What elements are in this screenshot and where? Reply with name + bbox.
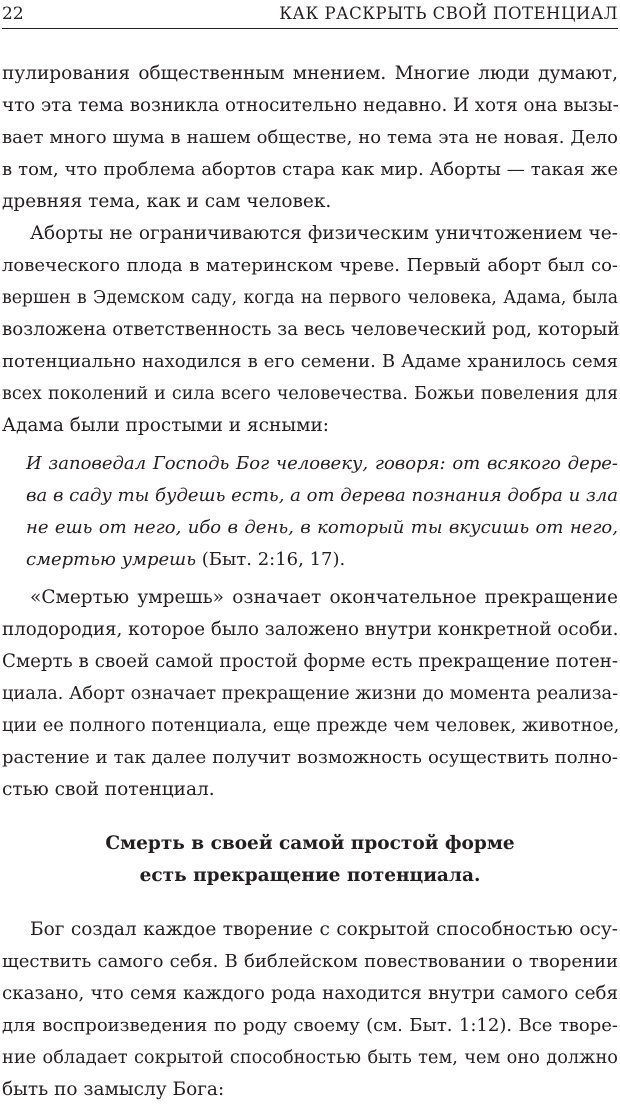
quote-line: ва в саду ты будешь есть, а от дерева познания добра и зла	[26, 485, 618, 506]
quote-line: не ешь от него, ибо в день, в который ты вкусишь от него,	[26, 517, 618, 538]
highlighted-statement	[2, 828, 618, 892]
text-line: ществить самого себя. В библейском повествовании о творении	[2, 951, 618, 972]
page-number: 22	[2, 4, 24, 24]
highlight-line: есть прекращение потенциала.	[139, 865, 481, 886]
quote-reference: (Быт. 2:16, 17).	[196, 549, 346, 570]
body-text	[2, 58, 618, 1106]
text-line: в том, что проблема абортов стара как мир. Аборты — такая же	[2, 159, 618, 180]
text-line: древняя тема, как и сам человек.	[2, 191, 332, 212]
text-line: что эта тема возникла относительно недавно. И хотя она вызы-	[2, 95, 619, 116]
scripture-quote	[2, 448, 618, 576]
text-line: Бог создал каждое творение с сокрытой способностью осу-	[30, 919, 618, 940]
text-line: ловеческого плода в материнском чреве. Первый аборт был со-	[2, 255, 618, 276]
paragraph-4	[2, 914, 618, 1106]
highlight-line: Смерть в своей самой простой форме	[105, 833, 515, 854]
text-line: Адама были простыми и ясными:	[2, 415, 330, 436]
text-line: вает много шума в нашем обществе, но тема эта не новая. Дело	[2, 127, 618, 148]
paragraph-3	[2, 582, 618, 806]
quote-italic-end: смертью умрешь	[26, 549, 197, 570]
page-header	[2, 4, 618, 29]
text-line: быть по замыслу Бога:	[2, 1079, 225, 1100]
text-line: для воспроизведения по роду своему (см. Быт. 1:12). Все творе-	[2, 1015, 618, 1036]
text-line: Смерть в своей самой простой форме есть прекращение потен-	[2, 651, 618, 672]
text-line: возложена ответственность за весь человеческий род, который	[2, 319, 620, 340]
text-line: растение и так далее получит возможность осуществить полно-	[2, 747, 618, 768]
text-line: сказано, что семя каждого рода находится внутри самого себя	[2, 983, 618, 1004]
quote-line: И заповедал Господь Бог человеку, говоря: от всякого дере-	[26, 453, 618, 474]
text-line: стью свой потенциал.	[2, 779, 215, 800]
text-line: потенциально находился в его семени. В Адаме хранилось семя	[2, 351, 618, 372]
quote-line-last	[26, 544, 618, 576]
text-line: ние обладает сокрытой способностью быть тем, чем оно должно	[2, 1048, 618, 1068]
text-line: плодородия, которое было заложено внутри конкретной особи.	[2, 619, 619, 640]
text-line: циала. Аборт означает прекращение жизни до момента реализа-	[2, 684, 619, 704]
text-line: пулирования общественным мнением. Многие люди думают,	[2, 63, 618, 84]
running-title: КАК РАСКРЫТЬ СВОЙ ПОТЕНЦИАЛ	[279, 4, 618, 23]
text-line: Аборты не ограничиваются физическим уничтожением че-	[30, 223, 618, 244]
text-line: «Смертью умрешь» означает окончательное прекращение	[30, 587, 618, 608]
text-line: ции ее полного потенциала, еще прежде чем человек, животное,	[2, 716, 620, 736]
paragraph-1	[2, 58, 618, 218]
text-line: всех поколений и сила всего человечества. Божьи повеления для	[2, 384, 618, 404]
paragraph-2	[2, 218, 618, 442]
text-line: вершен в Эдемском саду, когда на первого человека, Адама, была	[2, 288, 618, 308]
